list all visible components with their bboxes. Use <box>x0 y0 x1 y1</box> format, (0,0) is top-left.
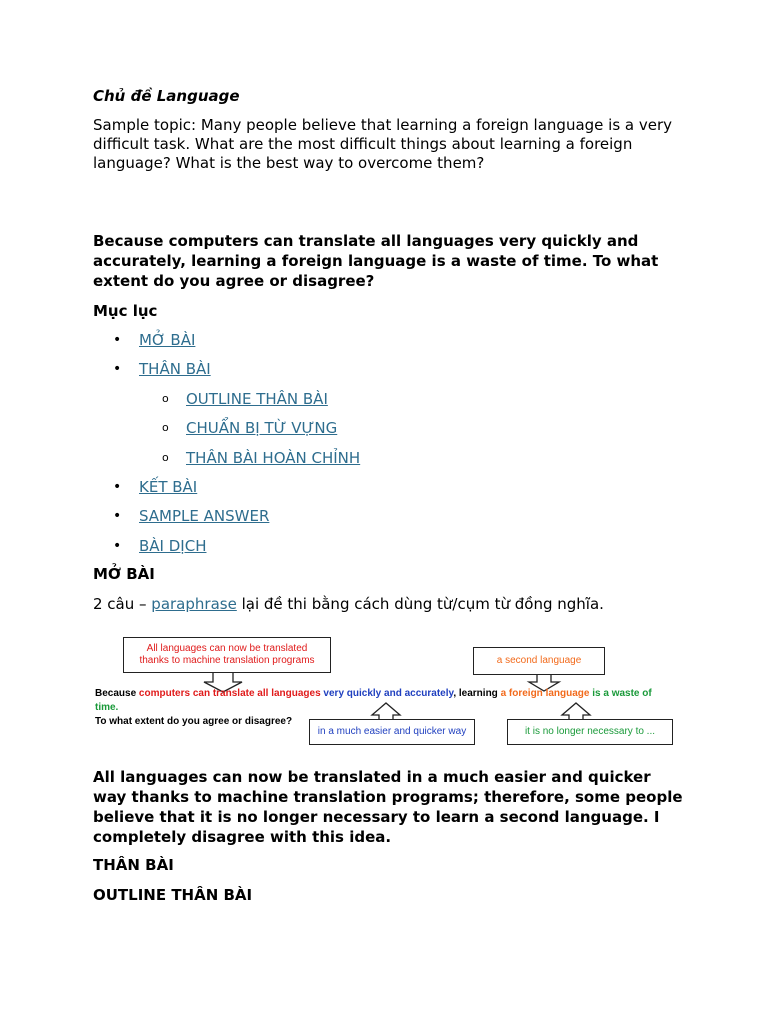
toc-link-outline[interactable]: OUTLINE THÂN BÀI <box>186 389 328 408</box>
paraphrase-box-4: it is no longer necessary to ... <box>507 719 673 745</box>
paraphrase-box-1: All languages can now be translated thanks to machine translation programs <box>123 637 331 673</box>
toc-link-ket-bai[interactable]: KẾT BÀI <box>139 477 198 496</box>
toc-link-mo-bai[interactable]: MỞ BÀI <box>139 331 196 349</box>
document-body <box>93 86 683 905</box>
paraphrase-diagram <box>95 624 677 757</box>
toc-item <box>93 359 683 388</box>
mo-bai-heading: MỞ BÀI <box>93 565 155 584</box>
toc-subitem <box>93 448 683 477</box>
toc-item <box>93 536 683 565</box>
table-of-contents <box>93 330 683 565</box>
toc-subitem <box>93 418 683 447</box>
paraphrase-link[interactable]: paraphrase <box>151 595 237 614</box>
toc-subitem <box>93 389 683 418</box>
intro-answer: All languages can now be translated in a much easier and quicker way thanks to machine translation programs; therefore, some people believe that it is no longer necessary to learn a second language. I completely disagree with this idea. <box>93 768 683 847</box>
toc-item <box>93 506 683 535</box>
paraphrase-box-2: a second language <box>473 647 605 675</box>
diagram-sentence: Because computers can translate all languages very quickly and accurately, learning a foreign language is a waste of time. To what extent do you agree or disagree? <box>95 688 652 728</box>
mo-bai-suffix: lại đề thi bằng cách dùng từ/cụm từ đồng nghĩa. <box>236 595 604 614</box>
outline-heading: OUTLINE THÂN BÀI <box>93 886 253 905</box>
paraphrase-box-3: in a much easier and quicker way <box>309 719 475 745</box>
mo-bai-description <box>93 594 683 614</box>
toc-item <box>93 477 683 506</box>
toc-item <box>93 330 683 359</box>
toc-link-bai-dich[interactable]: BÀI DỊCH <box>139 536 207 555</box>
toc-link-sample-answer[interactable]: SAMPLE ANSWER <box>139 507 270 526</box>
toc-link-than-bai[interactable]: THÂN BÀI <box>139 360 211 379</box>
document-title: Chủ đề Language <box>93 87 240 105</box>
toc-link-hoan-chinh[interactable]: THÂN BÀI HOÀN CHỈNH <box>186 448 361 467</box>
mo-bai-prefix: 2 câu – <box>93 595 152 614</box>
than-bai-heading: THÂN BÀI <box>93 856 174 875</box>
essay-question: Because computers can translate all languages very quickly and accurately, learning a foreign language is a waste of time. To what extent do you agree or disagree? <box>93 232 659 290</box>
sample-topic: Sample topic: Many people believe that learning a foreign language is a very difficult task. What are the most difficult things about learning a foreign language? What is the best way to overcome them? <box>93 116 673 172</box>
toc-link-chuan-bi[interactable]: CHUẨN BỊ TỪ VỰNG <box>186 419 338 438</box>
toc-heading: Mục lục <box>93 302 158 320</box>
